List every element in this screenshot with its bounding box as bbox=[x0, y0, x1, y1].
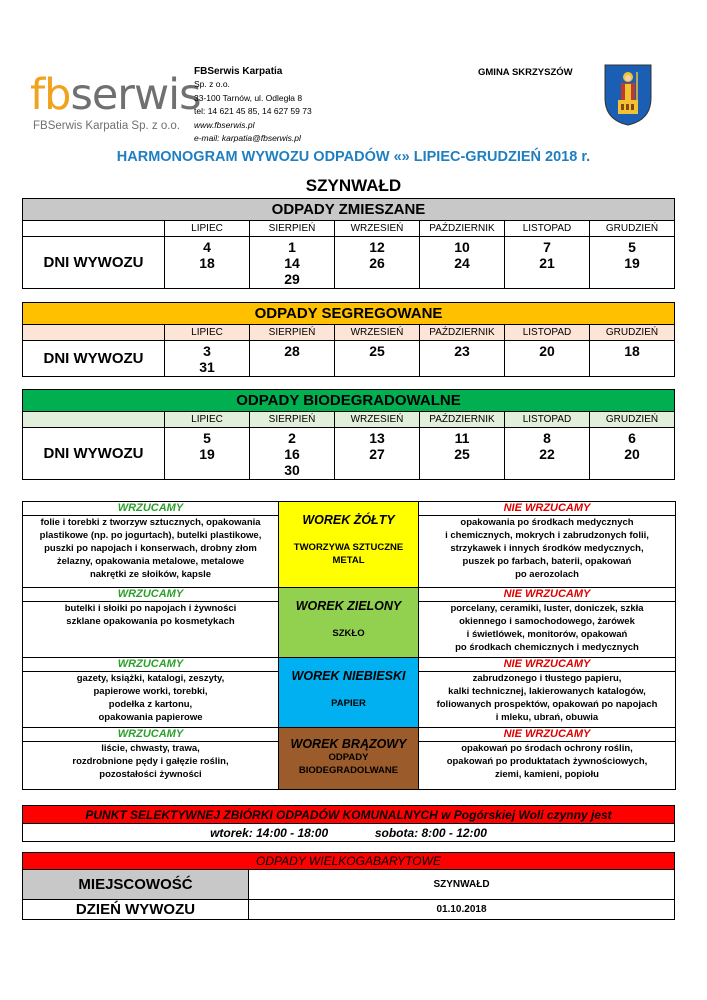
pickup-day: 27 bbox=[369, 446, 385, 462]
bulky-waste-table bbox=[22, 852, 675, 920]
pickup-day: 18 bbox=[624, 343, 640, 359]
pickup-day: 31 bbox=[199, 359, 215, 375]
text-line: porcelany, ceramiki, luster, doniczek, szkła bbox=[450, 603, 644, 614]
wrzucamy-header: WRZUCAMY bbox=[23, 728, 279, 742]
pickup-day: 21 bbox=[539, 255, 555, 271]
pickup-day: 23 bbox=[454, 343, 470, 359]
month-header: WRZESIEŃ bbox=[335, 325, 420, 341]
forbidden-items bbox=[419, 672, 676, 728]
text-line: BIODEGRADOLWANE bbox=[298, 765, 399, 776]
bag-title: WOREK BRĄZOWY bbox=[290, 737, 407, 751]
forbidden-items bbox=[419, 602, 676, 658]
pickup-day: 14 bbox=[284, 255, 300, 271]
text-line: zabrudzonego i tłustego papieru, bbox=[472, 673, 622, 684]
allowed-items bbox=[23, 602, 279, 658]
text-line: nakrętki ze słoików, kapsle bbox=[89, 569, 212, 580]
pickup-days-cell bbox=[505, 428, 590, 480]
pickup-days-cell bbox=[250, 237, 335, 289]
pickup-days-cell bbox=[590, 237, 675, 289]
text-line: podełka z kartonu, bbox=[108, 699, 193, 710]
text-line: foliowanych prospektów, opakowań po napojach bbox=[436, 699, 658, 710]
logo-serwis-text: serwis bbox=[70, 70, 201, 120]
text-line: butelki i słoiki po napojach i żywności bbox=[64, 603, 237, 614]
bio-waste-table bbox=[22, 389, 675, 480]
pickup-day: 25 bbox=[454, 446, 470, 462]
text-line: PAPIER bbox=[331, 698, 366, 709]
company-email: e-mail: karpatia@fbserwis.pl bbox=[194, 133, 301, 144]
blue-bag-cell bbox=[279, 658, 419, 728]
company-website: www.fbserwis.pl bbox=[194, 119, 255, 130]
nie-wrzucamy-header: NIE WRZUCAMY bbox=[419, 728, 676, 742]
bag-title: WOREK ŻÓŁTY bbox=[302, 513, 395, 527]
company-address: 33-100 Tarnów, ul. Odległa 8 bbox=[194, 92, 303, 103]
text-line: opakowania po środkach medycznych bbox=[460, 517, 634, 528]
text-line: pozostałości żywności bbox=[99, 769, 202, 780]
wrzucamy-header: WRZUCAMY bbox=[23, 588, 279, 602]
company-phone: tel: 14 621 45 85, 14 627 59 73 bbox=[194, 106, 312, 117]
date-value: 01.10.2018 bbox=[249, 900, 675, 920]
pickup-days-cell bbox=[335, 428, 420, 480]
text-line: szklane opakowania po kosmetykach bbox=[66, 616, 235, 627]
month-header: PAŹDZIERNIK bbox=[420, 325, 505, 341]
text-line: ODPADY bbox=[328, 752, 369, 763]
text-line: puszek po farbach, baterii, opakowań bbox=[462, 556, 632, 567]
pickup-day: 7 bbox=[543, 239, 551, 255]
logo-fb-text: fb bbox=[30, 70, 71, 120]
logo-subtitle: FBSerwis Karpatia Sp. z o.o. bbox=[33, 120, 181, 132]
month-header: LISTOPAD bbox=[505, 221, 590, 237]
bag-title: WOREK ZIELONY bbox=[295, 599, 402, 613]
mixed-waste-table bbox=[22, 198, 675, 289]
month-header: GRUDZIEŃ bbox=[590, 325, 675, 341]
text-line: METAL bbox=[332, 555, 365, 566]
pickup-day: 18 bbox=[199, 255, 215, 271]
yellow-bag-cell bbox=[279, 502, 419, 588]
row-label: DNI WYWOZU bbox=[23, 237, 165, 289]
municipality-name: GMINA SKRZYSZÓW bbox=[478, 67, 573, 78]
company-info bbox=[194, 65, 312, 145]
hours-saturday: sobota: 8:00 - 12:00 bbox=[374, 825, 487, 840]
segregated-waste-title: ODPADY SEGREGOWANE bbox=[23, 303, 675, 325]
pickup-day: 4 bbox=[203, 239, 211, 255]
bag-subtitle bbox=[279, 627, 418, 640]
pickup-day: 11 bbox=[454, 430, 470, 446]
bulky-waste-title: ODPADY WIELKOGABARYTOWE bbox=[23, 853, 675, 870]
pickup-day: 2 bbox=[288, 430, 296, 446]
nie-wrzucamy-header: NIE WRZUCAMY bbox=[419, 658, 676, 672]
pickup-days-cell bbox=[165, 428, 250, 480]
text-line: opakowania papierowe bbox=[98, 712, 203, 723]
allowed-items bbox=[23, 672, 279, 728]
month-header: LIPIEC bbox=[165, 412, 250, 428]
bag-title: WOREK NIEBIESKI bbox=[291, 669, 406, 683]
company-name: FBSerwis Karpatia bbox=[194, 66, 283, 77]
pickup-day: 10 bbox=[454, 239, 470, 255]
pickup-days-cell bbox=[250, 428, 335, 480]
pickup-day: 29 bbox=[284, 271, 300, 287]
text-line: gazety, książki, katalogi, zeszyty, bbox=[76, 673, 225, 684]
company-form: Sp. z o.o. bbox=[194, 79, 230, 90]
pickup-days-cell bbox=[250, 341, 335, 377]
nie-wrzucamy-header: NIE WRZUCAMY bbox=[419, 588, 676, 602]
pickup-day: 16 bbox=[284, 446, 300, 462]
schedule-title: HARMONOGRAM WYWOZU ODPADÓW «» LIPIEC-GRUDZIEŃ 2018 r. bbox=[116, 149, 591, 165]
pickup-days-cell bbox=[420, 428, 505, 480]
month-header: LISTOPAD bbox=[505, 325, 590, 341]
row-label: DNI WYWOZU bbox=[23, 341, 165, 377]
text-line: opakowań po środach ochrony roślin, bbox=[461, 743, 633, 754]
pickup-days-cell bbox=[420, 237, 505, 289]
brown-bag-cell bbox=[279, 728, 419, 790]
mixed-waste-title: ODPADY ZMIESZANE bbox=[23, 199, 675, 221]
month-header: SIERPIEŃ bbox=[250, 412, 335, 428]
sorting-guide-table bbox=[22, 501, 676, 790]
month-header: WRZESIEŃ bbox=[335, 412, 420, 428]
text-line: strzykawek i innych środków medycznych, bbox=[450, 543, 644, 554]
bag-subtitle bbox=[279, 541, 418, 567]
bag-subtitle bbox=[279, 697, 418, 710]
wrzucamy-header: WRZUCAMY bbox=[23, 502, 279, 516]
month-header: PAŹDZIERNIK bbox=[420, 412, 505, 428]
text-line: liście, chwasty, trawa, bbox=[101, 743, 200, 754]
pickup-day: 5 bbox=[628, 239, 636, 255]
pickup-days-cell bbox=[420, 341, 505, 377]
hours-tuesday: wtorek: 14:00 - 18:00 bbox=[210, 825, 329, 840]
pickup-day: 6 bbox=[628, 430, 636, 446]
town-name: SZYNWAŁD bbox=[305, 176, 402, 195]
pickup-days-cell bbox=[505, 341, 590, 377]
pickup-day: 19 bbox=[624, 255, 640, 271]
pickup-day: 12 bbox=[369, 239, 385, 255]
wrzucamy-header: WRZUCAMY bbox=[23, 658, 279, 672]
month-header: SIERPIEŃ bbox=[250, 221, 335, 237]
pickup-days-cell bbox=[590, 341, 675, 377]
text-line: i mleku, ubrań, obuwia bbox=[495, 712, 599, 723]
bag-subtitle bbox=[279, 751, 418, 777]
month-header: SIERPIEŃ bbox=[250, 325, 335, 341]
row-label: DNI WYWOZU bbox=[23, 428, 165, 480]
month-header: LISTOPAD bbox=[505, 412, 590, 428]
pickup-days-cell bbox=[505, 237, 590, 289]
text-line: papierowe worki, torebki, bbox=[93, 686, 208, 697]
text-line: opakowań po produktatach żywnościowych, bbox=[446, 756, 648, 767]
month-header: LIPIEC bbox=[165, 325, 250, 341]
allowed-items bbox=[23, 742, 279, 790]
month-header: GRUDZIEŃ bbox=[590, 221, 675, 237]
coat-of-arms-icon bbox=[604, 64, 652, 126]
text-line: po środkach chemicznych i medycznych bbox=[455, 642, 639, 653]
nie-wrzucamy-header: NIE WRZUCAMY bbox=[419, 502, 676, 516]
collection-point-title: PUNKT SELEKTYWNEJ ZBIÓRKI ODPADÓW KOMUNALNYCH w Pogórskiej Woli czynny jest bbox=[23, 806, 675, 824]
bio-waste-title: ODPADY BIODEGRADOWALNE bbox=[23, 390, 675, 412]
text-line: folie i torebki z tworzyw sztucznych, opakowania bbox=[40, 517, 261, 528]
pickup-days-cell bbox=[165, 237, 250, 289]
text-line: plastikowe (np. po jogurtach), butelki plastikowe, bbox=[39, 530, 262, 541]
forbidden-items bbox=[419, 742, 676, 790]
text-line: żelazny, opakowania metalowe, metalowe bbox=[56, 556, 245, 567]
pickup-days-cell bbox=[335, 237, 420, 289]
date-label: DZIEŃ WYWOZU bbox=[23, 900, 249, 920]
text-line: ziemi, kamieni, popiołu bbox=[495, 769, 599, 780]
pickup-day: 22 bbox=[539, 446, 555, 462]
pickup-day: 13 bbox=[369, 430, 385, 446]
text-line: puszki po napojach i konserwach, drobny złom bbox=[44, 543, 257, 554]
forbidden-items bbox=[419, 516, 676, 588]
pickup-days-cell bbox=[590, 428, 675, 480]
pickup-day: 5 bbox=[203, 430, 211, 446]
text-line: kalki technicznej, lakierowanych katalogów, bbox=[448, 686, 646, 697]
pickup-day: 8 bbox=[543, 430, 551, 446]
month-header: LIPIEC bbox=[165, 221, 250, 237]
text-line: po aerozolach bbox=[515, 569, 579, 580]
pickup-day: 19 bbox=[199, 446, 215, 462]
green-bag-cell bbox=[279, 588, 419, 658]
pickup-day: 1 bbox=[288, 239, 296, 255]
pickup-days-cell bbox=[335, 341, 420, 377]
allowed-items bbox=[23, 516, 279, 588]
month-header: GRUDZIEŃ bbox=[590, 412, 675, 428]
text-line: rozdrobnione pędy i gałęzie roślin, bbox=[72, 756, 229, 767]
text-line: i chemicznych, mokrych i zabrudzonych folii, bbox=[445, 530, 649, 541]
pickup-days-cell bbox=[165, 341, 250, 377]
text-line: i świetlówek, monitorów, opakowań bbox=[466, 629, 628, 640]
pickup-day: 3 bbox=[203, 343, 211, 359]
text-line: okiennego i samochodowego, żarówek bbox=[459, 616, 635, 627]
month-header: WRZESIEŃ bbox=[335, 221, 420, 237]
month-header: PAŹDZIERNIK bbox=[420, 221, 505, 237]
company-logo bbox=[30, 72, 201, 118]
pickup-day: 26 bbox=[369, 255, 385, 271]
text-line: SZKŁO bbox=[332, 628, 365, 639]
text-line: TWORZYWA SZTUCZNE bbox=[293, 542, 404, 553]
pickup-day: 20 bbox=[539, 343, 555, 359]
place-value: SZYNWAŁD bbox=[249, 870, 675, 900]
pickup-day: 28 bbox=[284, 343, 300, 359]
pickup-day: 24 bbox=[454, 255, 470, 271]
place-label: MIEJSCOWOŚĆ bbox=[23, 870, 249, 900]
pickup-day: 20 bbox=[624, 446, 640, 462]
pickup-day: 25 bbox=[369, 343, 385, 359]
pickup-day: 30 bbox=[284, 462, 300, 478]
segregated-waste-table bbox=[22, 302, 675, 377]
collection-point-table bbox=[22, 805, 675, 842]
